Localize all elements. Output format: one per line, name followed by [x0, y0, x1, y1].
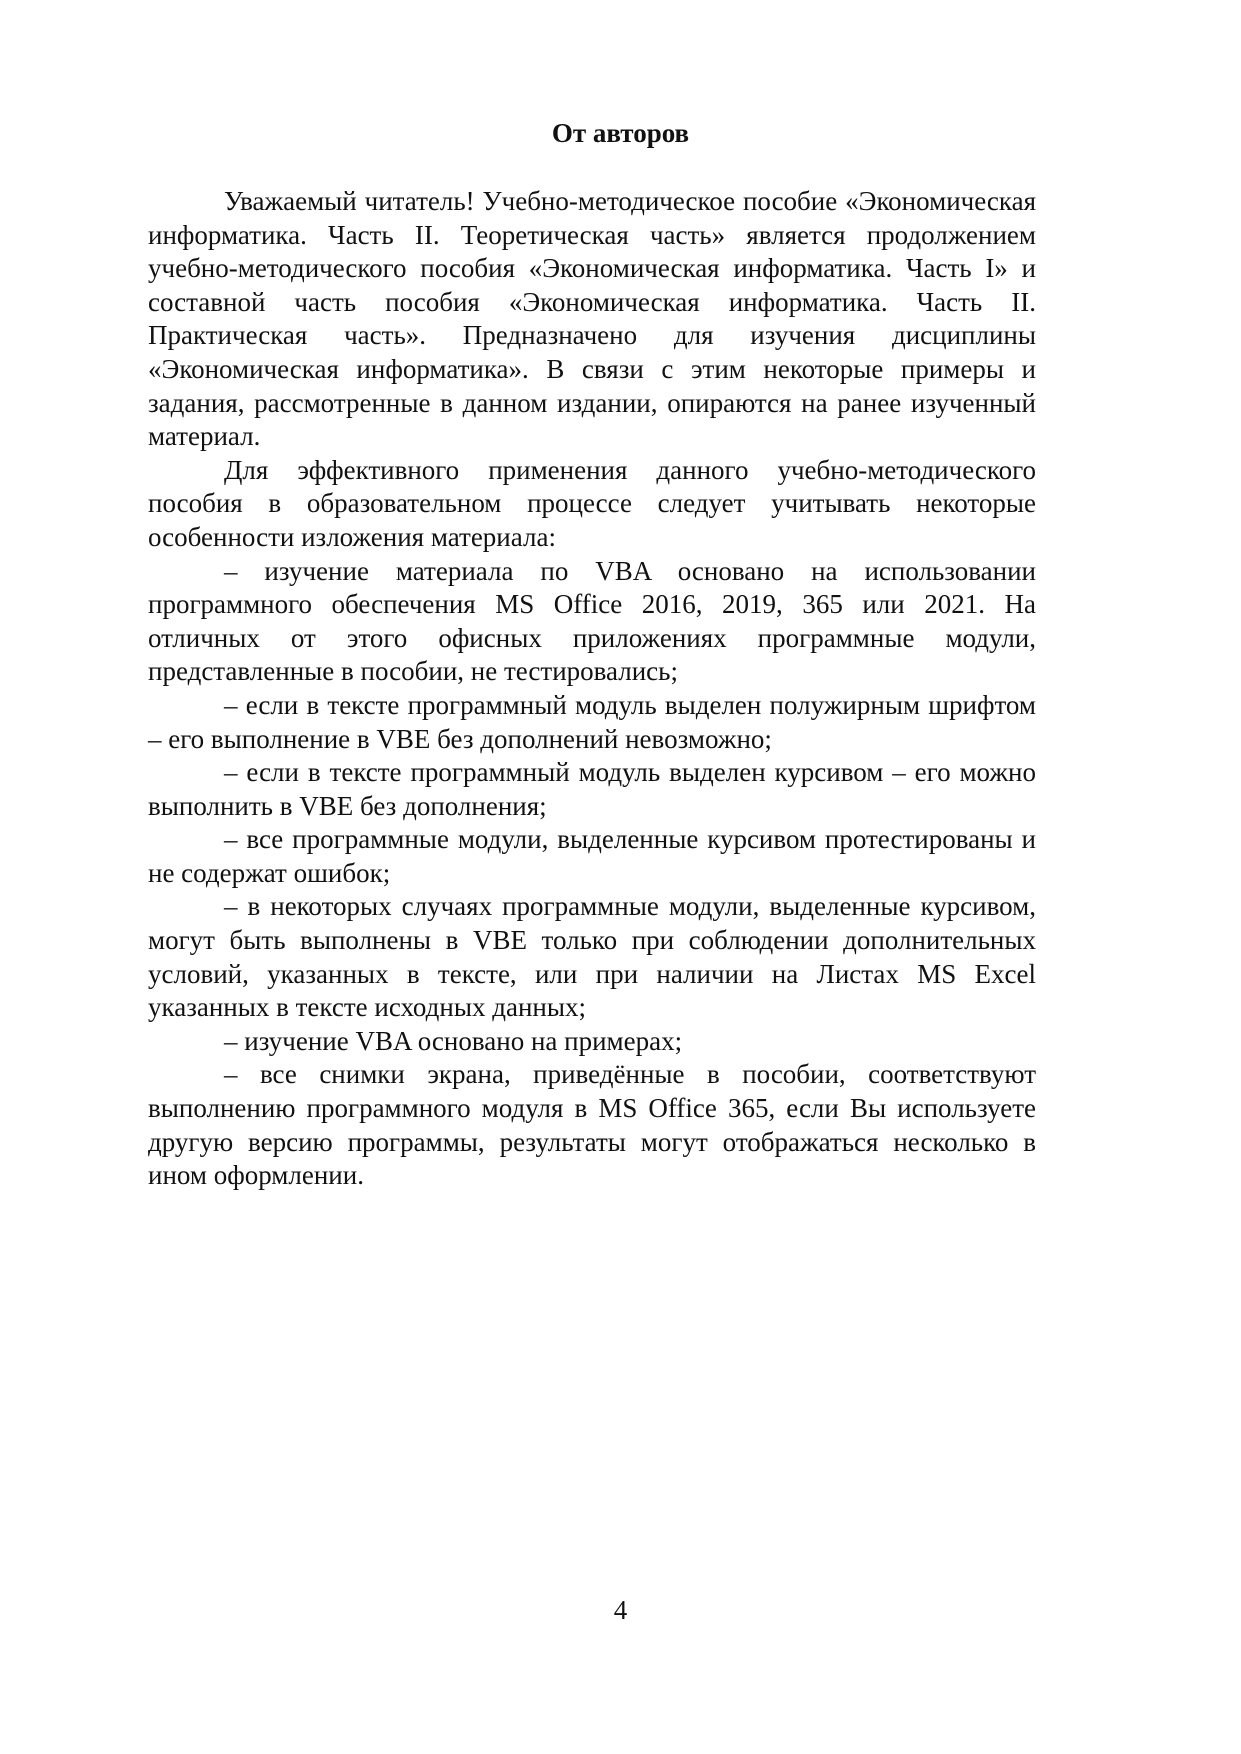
- list-item: – если в тексте программный модуль выделен курсивом – его можно выполнить в VBE без дополнения;: [148, 757, 1036, 821]
- list-item: – в некоторых случаях программные модули, выделенные курсивом, могут быть выполнены в VBE только при соблюдении дополнительных условий, указанных в тексте, или при наличии на Листах MS Excel указанных в тексте исходных данных;: [148, 891, 1036, 1023]
- list-item: – все программные модули, выделенные курсивом протестированы и не содержат ошибок;: [148, 824, 1036, 888]
- list-item: – если в тексте программный модуль выделен полужирным шрифтом – его выполнение в VBE без дополнений невозможно;: [148, 689, 1036, 754]
- list-item: – изучение VBA основано на примерах;: [224, 1025, 683, 1056]
- body-text: [148, 185, 1036, 1193]
- page-title: От авторов: [551, 118, 690, 148]
- intro-paragraph: Уважаемый читатель! Учебно-методическое пособие «Экономическая информатика. Часть II. Теоретическая часть» является продолжением учебно-методического пособия «Экономическая информатика. Часть I» и составной часть пособия «Экономическая информатика. Часть II. Практическая часть». Предназначено для изучения дисциплины «Экономическая информатика». В связи с этим некоторые примеры и задания, рассмотренные в данном издании, опираются на ранее изученный материал.: [148, 186, 1036, 452]
- list-item: – все снимки экрана, приведённые в пособии, соответствуют выполнению программного модуля в MS Office 365, если Вы используете другую версию программы, результаты могут отображаться несколько в ином оформлении.: [148, 1059, 1036, 1191]
- list-item: – изучение материала по VBA основано на использовании программного обеспечения MS Office 2016, 2019, 365 или 2021. На отличных от этого офисных приложениях программные модули, представленные в пособии, не тестировались;: [148, 555, 1036, 687]
- usage-paragraph: Для эффективного применения данного учебно-методического пособия в образовательном процессе следует учитывать некоторые особенности изложения материала:: [148, 454, 1036, 552]
- page-number: 4: [613, 1595, 628, 1625]
